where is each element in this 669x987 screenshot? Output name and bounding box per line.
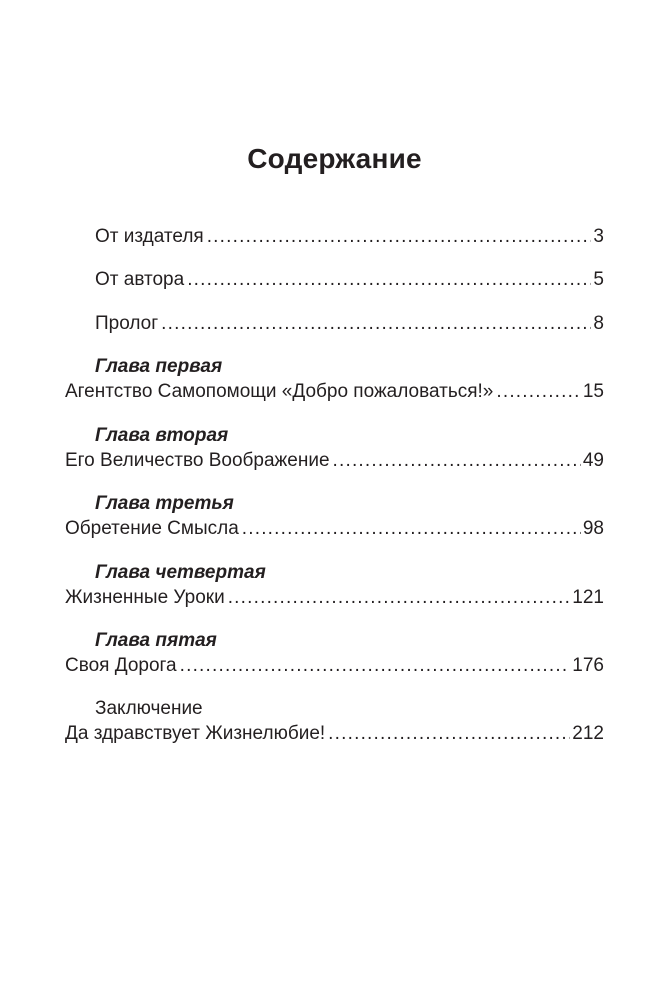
chapter-heading: Глава пятая bbox=[95, 630, 217, 651]
dot-leader bbox=[333, 449, 581, 473]
toc-page-number: 3 bbox=[593, 226, 604, 247]
toc-page-number: 15 bbox=[582, 381, 604, 402]
toc-entry-label: Пролог bbox=[95, 313, 159, 334]
dot-leader bbox=[180, 654, 571, 678]
dot-leader bbox=[187, 268, 591, 292]
dot-leader bbox=[242, 517, 581, 541]
toc-entry-conclusion[interactable] bbox=[65, 722, 604, 746]
toc-entry-label: Агентство Самопомощи «Добро пожаловаться!» bbox=[65, 381, 494, 402]
dot-leader bbox=[496, 380, 580, 404]
toc-entry-label: Жизненные Уроки bbox=[65, 587, 225, 608]
toc-entry-chapter-1[interactable] bbox=[65, 380, 604, 404]
toc-entry-chapter-4[interactable] bbox=[65, 586, 604, 610]
toc-entry-label: Да здравствует Жизнелюбие! bbox=[65, 723, 326, 744]
toc-entry-label: Его Величество Воображение bbox=[65, 450, 330, 471]
chapter-heading: Глава первая bbox=[95, 356, 223, 377]
chapter-heading: Глава третья bbox=[95, 493, 234, 514]
toc-page-number: 5 bbox=[593, 269, 604, 290]
dot-leader bbox=[328, 722, 570, 746]
toc-page-number: 212 bbox=[572, 723, 604, 744]
toc-entry-chapter-3[interactable] bbox=[65, 517, 604, 541]
toc-entry-label: От автора bbox=[95, 269, 185, 290]
dot-leader bbox=[207, 225, 592, 249]
page-title: Содержание bbox=[247, 143, 422, 174]
toc-entry-chapter-2[interactable] bbox=[65, 449, 604, 473]
toc-page-number: 8 bbox=[593, 313, 604, 334]
toc-entry-chapter-5[interactable] bbox=[65, 654, 604, 678]
toc-page-number: 49 bbox=[582, 450, 604, 471]
toc-entry-author[interactable] bbox=[95, 268, 604, 292]
chapter-heading: Глава четвертая bbox=[95, 562, 266, 583]
chapter-heading: Глава вторая bbox=[95, 425, 229, 446]
toc-entry-prologue[interactable] bbox=[95, 312, 604, 336]
toc-entry-label: Обретение Смысла bbox=[65, 518, 239, 539]
dot-leader bbox=[161, 312, 591, 336]
toc-page-number: 98 bbox=[582, 518, 604, 539]
toc-entry-label: От издателя bbox=[95, 226, 204, 247]
conclusion-heading: Заключение bbox=[95, 698, 203, 719]
toc-entry-label: Своя Дорога bbox=[65, 655, 177, 676]
dot-leader bbox=[228, 586, 571, 610]
toc-page-number: 176 bbox=[572, 655, 604, 676]
toc-entry-publisher[interactable] bbox=[95, 225, 604, 249]
toc-page-number: 121 bbox=[572, 587, 604, 608]
